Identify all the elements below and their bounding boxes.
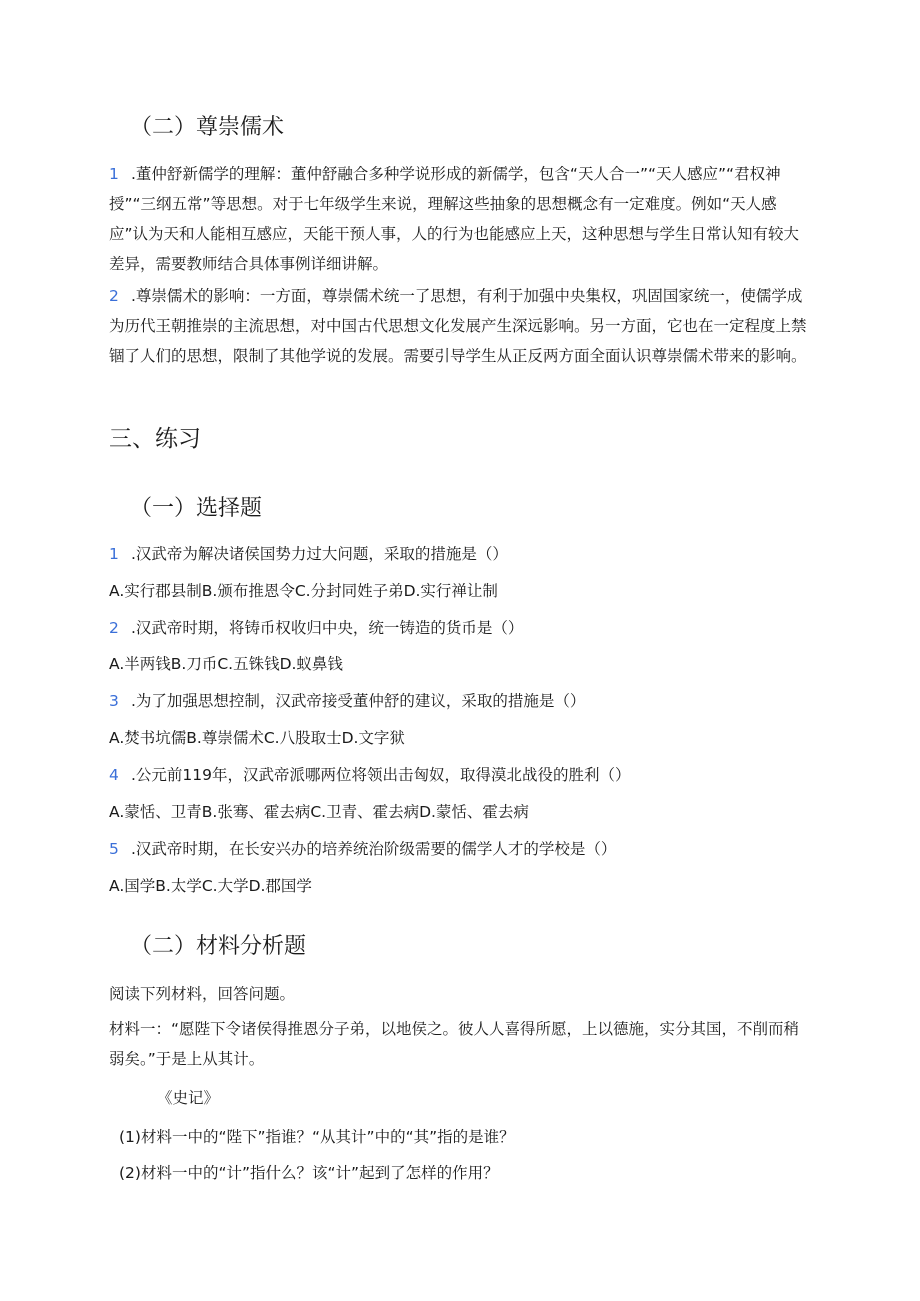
item-number: 1	[109, 165, 119, 183]
question-5	[109, 837, 616, 861]
material-source: 《史记》	[157, 1089, 220, 1107]
question-text: .公元前119年，汉武帝派哪两位将领出击匈奴，取得漠北战役的胜利（）	[131, 766, 631, 784]
question-number: 4	[109, 766, 119, 784]
question-text: .汉武帝时期，将铸币权收归中央，统一铸造的货币是（）	[131, 619, 524, 637]
question-4	[109, 763, 631, 787]
question-2	[109, 616, 523, 640]
question-text: .为了加强思想控制，汉武帝接受董仲舒的建议，采取的措施是（）	[131, 692, 586, 710]
question-number: 5	[109, 840, 119, 858]
subsection-heading-choice: （一）选择题	[130, 496, 263, 521]
analysis-intro: 阅读下列材料，回答问题。	[109, 985, 296, 1003]
numbered-paragraph-2	[109, 281, 809, 371]
item-number: 2	[109, 287, 119, 305]
question-2-options: A.半两钱B.刀币C.五铢钱D.蚁鼻钱	[109, 655, 343, 673]
numbered-paragraph-1	[109, 159, 809, 279]
question-1-options: A.实行郡县制B.颁布推恩令C.分封同姓子弟D.实行禅让制	[109, 582, 498, 600]
question-text: .汉武帝时期，在长安兴办的培养统治阶级需要的儒学人才的学校是（）	[131, 840, 617, 858]
section-heading-zunchong-rushu: （二）尊崇儒术	[130, 115, 285, 140]
question-number: 3	[109, 692, 119, 710]
question-text: .汉武帝为解决诸侯国势力过大问题，采取的措施是（）	[131, 545, 508, 563]
question-3	[109, 689, 585, 713]
analysis-question-2: (2)材料一中的“计”指什么？该“计”起到了怎样的作用？	[119, 1164, 499, 1182]
subsection-heading-analysis: （二）材料分析题	[130, 934, 307, 959]
question-1	[109, 542, 508, 566]
paragraph-text: .董仲舒新儒学的理解：董仲舒融合多种学说形成的新儒学，包含“天人合一”“天人感应”“君权神授”“三纲五常”等思想。对于七年级学生来说，理解这些抽象的思想概念有一定难度。例如“天人感应”认为天和人能相互感应，天能干预人事，人的行为也能感应上天，这种思想与学生日常认知有较大差异，需要教师结合具体事例详细讲解。	[109, 165, 800, 273]
section-heading-lianxi: 三、练习	[109, 426, 201, 452]
question-number: 2	[109, 619, 119, 637]
question-3-options: A.焚书坑儒B.尊崇儒术C.八股取士D.文字狱	[109, 729, 405, 747]
question-4-options: A.蒙恬、卫青B.张骞、霍去病C.卫青、霍去病D.蒙恬、霍去病	[109, 803, 529, 821]
paragraph-text: .尊崇儒术的影响：一方面，尊崇儒术统一了思想，有利于加强中央集权，巩固国家统一，使儒学成为历代王朝推崇的主流思想，对中国古代思想文化发展产生深远影响。另一方面，它也在一定程度上禁锢了人们的思想，限制了其他学说的发展。需要引导学生从正反两方面全面认识尊崇儒术带来的影响。	[109, 287, 807, 365]
material-one: 材料一：“愿陛下令诸侯得推恩分子弟，以地侯之。彼人人喜得所愿，上以德施，实分其国，不削而稍弱矣。”于是上从其计。	[109, 1020, 800, 1068]
question-number: 1	[109, 545, 119, 563]
analysis-question-1: (1)材料一中的“陛下”指谁？“从其计”中的“其”指的是谁？	[119, 1128, 515, 1146]
question-5-options: A.国学B.太学C.大学D.郡国学	[109, 877, 312, 895]
